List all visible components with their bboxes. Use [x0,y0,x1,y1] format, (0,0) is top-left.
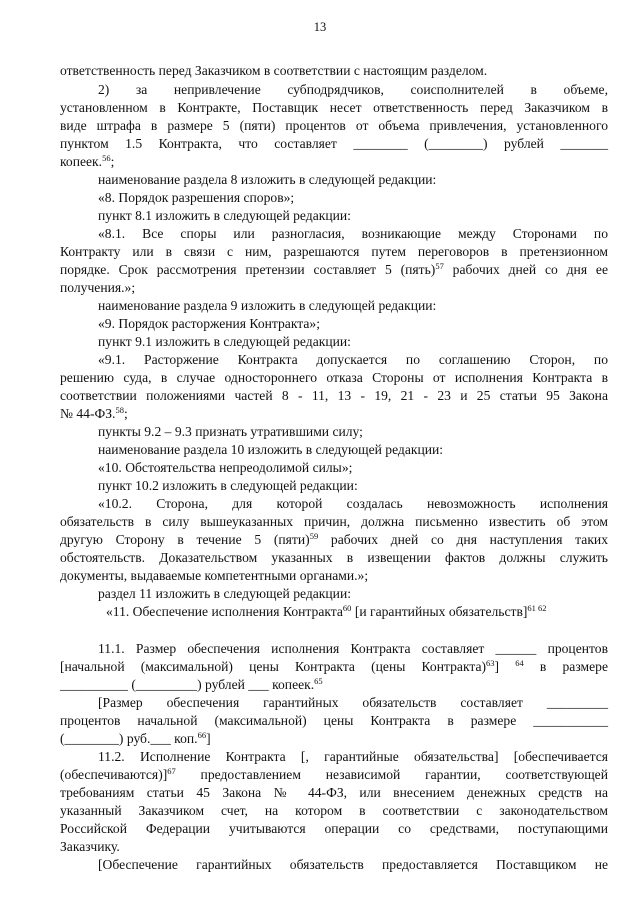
text-fragment: ; [123,406,128,421]
page-number: 13 [313,20,327,34]
text-line [60,153,114,170]
text-fragment: предоставлением независимой гарантии, соответствующей [175,767,608,782]
text-line [60,658,608,675]
text-line: обязательств в силу вышеуказанных причин, должна письменно известить об этом [60,514,608,529]
text-line: указанный Заказчиком счет, на котором в соответствии с законодательством [60,803,608,818]
text-fragment: ] [206,731,211,746]
text-fragment: ] [494,659,500,674]
text-line: установленном в Контракте, Поставщик несет ответственность перед Заказчиком в [60,100,608,115]
text-line: наименование раздела 8 изложить в следующей редакции: [98,172,437,187]
text-line: пункты 9.2 – 9.3 признать утратившими силу; [98,424,363,439]
footnote-ref: 64 [515,658,524,668]
text-fragment: рабочих дней со дня наступления таких [318,532,608,547]
text-line: «8. Порядок разрешения споров»; [98,190,295,205]
text-line: ответственность перед Заказчиком в соответствии с настоящим разделом. [60,63,488,78]
text-line: «8.1. Все споры или разногласия, возникающие между Сторонами по [98,226,608,241]
footnote-ref: 63 [486,658,495,668]
text-fragment: (________) руб.___ коп. [60,731,198,746]
text-fragment: ; [110,154,115,169]
text-fragment: рабочих дней со дня ее [443,262,608,277]
text-line: 11.1. Размер обеспечения исполнения Контракта составляет ______ процентов [98,641,608,656]
text-fragment: порядке. Срок рассмотрения претензии составляет 5 (пять) [60,262,436,277]
footnote-ref: 59 [309,531,319,541]
text-line: пункт 10.2 изложить в следующей редакции: [98,478,358,493]
text-line: соответствии положениями частей 8 - 11, 13 - 19, 21 - 23 и 25 статьи 95 Закона [60,388,608,403]
text-line: процентов начальной (максимальной) цены Контракта в размере ___________ [60,713,608,728]
footnote-ref: 66 [197,730,207,740]
footnote-ref: 65 [314,676,323,686]
text-fragment: другую Сторону в течение 5 (пяти) [60,532,310,547]
text-fragment: № 44-ФЗ. [60,406,116,421]
section-heading [106,603,547,620]
text-line: [Обеспечение гарантийных обязательств предоставляется Поставщиком не [98,857,608,872]
text-line: наименование раздела 9 изложить в следующей редакции: [98,298,437,313]
text-line [60,676,323,693]
text-line: «9.1. Расторжение Контракта допускается по соглашению Сторон, по [98,352,608,367]
footnote-ref: 57 [435,261,444,271]
footnote-ref: 58 [115,405,124,415]
text-fragment: __________ (_________) рублей ___ копеек. [60,677,315,692]
text-line [60,531,608,548]
text-fragment: [и гарантийных обязательств] [351,604,528,619]
text-line: документы, выдаваемые компетентными органами.»; [60,568,369,583]
text-line: наименование раздела 10 изложить в следующей редакции: [98,442,444,457]
text-line: пункт 8.1 изложить в следующей редакции: [98,208,351,223]
footnote-ref: 56 [102,153,111,163]
text-line: 11.2. Исполнение Контракта [, гарантийные обязательства] [обеспечивается [98,749,608,764]
footnote-ref: 60 [342,603,352,613]
text-fragment: [начальной (максимальной) цены Контракта (цены Контракта) [60,659,487,674]
text-line: [Размер обеспечения гарантийных обязательств составляет _________ [98,695,608,710]
text-line [60,730,211,747]
text-line [60,261,608,278]
text-line: решению суда, в случае одностороннего отказа Стороны от исполнения Контракта в [60,370,608,385]
text-fragment: в размере [523,659,608,674]
text-line: «9. Порядок расторжения Контракта»; [98,316,320,331]
text-line: 2) за непривлечение субподрядчиков, соисполнителей в объеме, [98,82,608,97]
text-line: Заказчику. [60,839,120,854]
text-line: Российской Федерации учитываются операции со средствами, поступающими [60,821,608,836]
text-fragment: копеек. [60,154,103,169]
text-line: раздел 11 изложить в следующей редакции: [98,586,352,601]
text-line: «10.2. Сторона, для которой создалась невозможность исполнения [98,496,608,511]
text-line: требованиям статьи 45 Закона № 44-ФЗ, или внесением денежных средств на [60,785,608,800]
text-line: Контракту или в связи с ним, разрешаются путем переговоров в претензионном [60,244,608,259]
text-line: получения.»; [60,280,136,295]
footnote-ref: 61 62 [527,603,547,613]
text-line [60,766,608,783]
footnote-ref: 67 [167,766,176,776]
text-line: виде штрафа в размере 5 (пяти) процентов от объема привлечения, установленного [60,118,608,133]
text-line [60,405,128,422]
text-fragment: (обеспечиваются)] [60,767,168,782]
text-line: обстоятельств. Доказательством указанных в извещении фактов должны служить [60,550,608,565]
text-line: «10. Обстоятельства непреодолимой силы»; [98,460,353,475]
text-fragment: «11. Обеспечение исполнения Контракта [106,604,343,619]
text-line: пунктом 1.5 Контракта, что составляет ________ (________) рублей _______ [60,136,608,151]
text-line: пункт 9.1 изложить в следующей редакции: [98,334,351,349]
